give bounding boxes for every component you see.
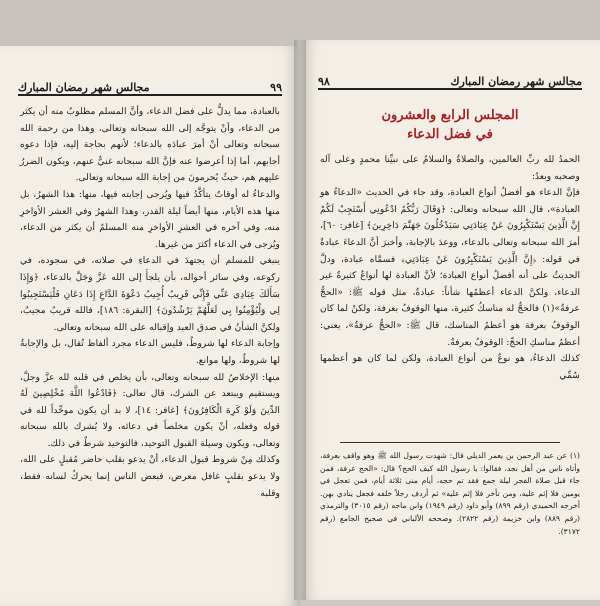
right-page-number: ٩٨: [318, 75, 330, 88]
left-paragraph: ينبغي للمسلم أن يجتهدَ في الدعاءِ في صلاته، في سجوده، في ركوعه، وفي سائر أحواله، بأن يلجأَ إلى الله عَزَّ وجَلَّ بالدعاء، ﴿وَإِذَا سَأَلَكَ عِبَادِي عَنِّي فَإِنِّي قَرِيبٌ أُجِيبُ دَعْوَةَ الدَّاعِ إِذَا دَعَانِ فَلْيَسْتَجِيبُوا لِي وَلْيُؤْمِنُوا بِي لَعَلَّهُمْ يَرْشُدُونَ﴾ [البقرة: ١٨٦]، فالله قريبٌ مجيبٌ، ولكنَّ الشأنُ في صدق العبد وإقباله على الله سبحانه وتعالى.: [20, 255, 280, 333]
left-running-title: مجالس شهر رمضان المبارك: [18, 81, 150, 94]
left-paragraph: بالعبادة، مما يدلُّ على فضل الدعاء، وأنَّ المسلم مطلوبٌ منه أن يكثر من الدعاء، وأنْ يتوجَّه إلى الله سبحانه وتعالى، وهذا من رحمة الله سبحانه وتعالى أنْ أمرَ عبادَه بالدعاء؛ لأنهم بحاجة إليه، فإذا دعوه أجابهم، أما إذا أعرضوا عنه فإنَّ الله سبحانه غنيٌّ عنهم، ويكون الضررُ عليهم هم، حيثُ يُحرمونَ من إجابة الله سبحانه وتعالى.: [20, 106, 280, 184]
left-paragraph: والدعاءُ له أوقاتٌ يتأكَّدُ فيها ويُرجى إجابته فيها، منها: هذا الشهرُ، بل منها هذه الأيام، منها أيضاً ليلة القدر، وهذا الشهرُ وفي العشر الأواخرِ منه، وفي آخره في العشرِ الأواخرِ منه المسلمُ أن يكثر من الدعاء، ويُرجى في الدعاء أكثرَ من غيرها.: [20, 188, 280, 250]
footnote: (١) عن عبد الرحمن بن يعمر الديلي قال: شهدت رسول الله ﷺ وهو واقف بعرفة، وأتاه ناس من أهل نجد، فقالوا: يا رسول الله كيف الحج؟ قال: «الحج عرفة، فمن جاء قبل صلاة الفجر ليلة جمع فقد تم حجه، أيام منى ثلاثة أيام، فمن تعجل في يومين فلا إثم عليه، ومن تأخر فلا إثم عليه» ثم أردف رجلاً خلفه فجعل ينادي بهن. أخرجه الحميدي (رقم ٨٩٩) وأبو داود (رقم ١٩٤٩) وابن ماجه (رقم ٣٠١٥) والترمذي (رقم ٨٨٩) وابن خزيمة (رقم ٢٨٢٢). وصححه الألباني في صحيح الجامع (رقم ٣١٧٢).: [320, 451, 580, 536]
right-paragraph: الحمدُ لله ربِّ العالمين، والصلاةُ والسلامُ على نبيِّنا محمدٍ وعلى آله وصحبه وبعدُ:: [320, 154, 580, 182]
footnote-divider: [340, 442, 560, 443]
left-paragraph: وإجابة الدعاء لها شروطٌ، فليس الدعاء مجرد ألفاظ تُقال، بل والإجابةُ لها شروطٌ، ولها موانع.: [20, 338, 280, 366]
left-paragraph: وكذلك مِنْ شروط قبول الدعاء، أنْ يدعو بقلب حاضر مُقبلٍ على الله، ولا يدعو بقلبٍ غافل معرض، فبعض الناس إنما يحركُ لسانه فقط، وقلبه: [20, 454, 280, 499]
right-paragraph: فإنَّ الدعاء هو أفضلُ أنواع العبادة، وقد جاء في الحديث «الدعاءُ هو العبادة»، قال الله سبحانه وتعالى: ﴿وَقَالَ رَبُّكُمُ ادْعُونِي أَسْتَجِبْ لَكُمْ إِنَّ الَّذِينَ يَسْتَكْبِرُونَ عَنْ عِبَادَتِي سَيَدْخُلُونَ جَهَنَّمَ دَاخِرِينَ﴾ [غافر: ٦٠]، أمرَ الله سبحانه وتعالى بالدعاء، ووعدَ بالإجابة، وأخبرَ أنَّ الدعاءَ عبادةٌ في قوله: ﴿إِنَّ الَّذِينَ يَسْتَكْبِرُونَ عَنْ عِبَادَتِي﴾ فسمَّاه عبادة، ودلَّ الحديثُ على أنه أفضلُ أنواع العبادة؛ لأنَّ العبادة لها أنواعٌ كثيرةٌ غير الدعاء، ولكنَّ الدعاء أعظمُها شأناً: عبادةٌ، مثل قوله ﷺ: «الحجُّ عرفةٌ»(١) فالحجُّ له مناسكُ كثيرة، منها الوقوفُ بعرفة، ولكنْ لما كان الوقوفُ بعرفة هو أعظمُ المناسك، قال ﷺ: «الحجُّ عرفةٌ»، يعني: أعظمُ مناسكِ الحجِّ: الوقوفُ بعرفةٌ.: [320, 187, 580, 348]
right-page-body: [320, 100, 580, 384]
chapter-title: المجلس الرابع والعشرون: [381, 108, 519, 123]
chapter-subtitle: في فضل الدعاء: [407, 127, 493, 142]
book-spine: [294, 40, 306, 600]
left-paragraph: منها: الإخلاصُ لله سبحانه وتعالى، بأن يخلص في قلبه لله عزَّ وجلَّ، ويستقيم ويبتعد عن الشرك، قال تعالى: ﴿فَادْعُوا اللَّهَ مُخْلِصِينَ لَهُ الدِّينَ وَلَوْ كَرِهَ الْكَافِرُونَ﴾ [غافر: ١٤]، لا بد أن يكون موحِّداً لله في قوله وفعله، أنْ يكون مخلصاً في دعائه، ولا يُشرك بالله سبحانه وتعالى، ويكون وسيلة القبول التوحيد، فالتوحيد شرطٌ في ذلك.: [20, 371, 280, 449]
left-page-header: [18, 74, 282, 96]
right-running-title: مجالس شهر رمضان المبارك: [450, 75, 582, 88]
left-page-number: ٩٩: [270, 81, 282, 94]
right-page: [300, 40, 600, 600]
left-page: [0, 46, 300, 606]
right-paragraph: كذلك الدعاءُ، هو نوعٌ من أنواع العبادة، ولكن لما كان هو أعظمها سُمِّي: [320, 353, 580, 381]
left-page-body: [20, 104, 280, 502]
right-page-header: [318, 68, 582, 90]
